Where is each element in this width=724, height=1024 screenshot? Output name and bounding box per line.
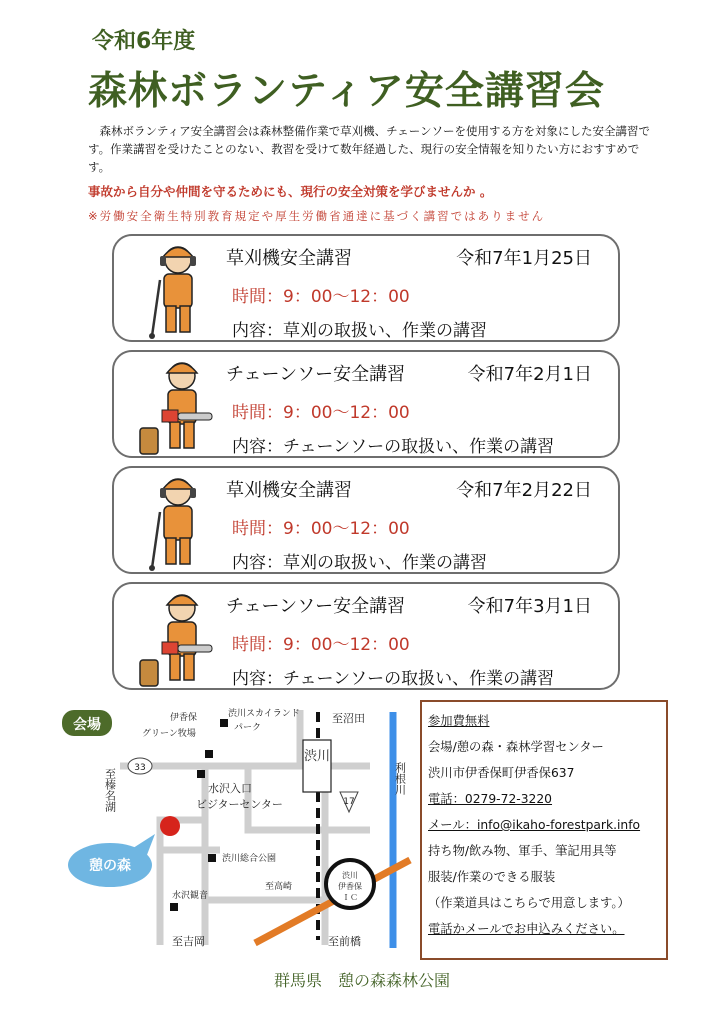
session-content: 内容：草刈の取扱い、作業の講習: [232, 553, 487, 573]
session-name: チェーンソー安全講習: [226, 364, 406, 385]
venue-text: 会場/憩の森・森林学習センター: [428, 740, 604, 754]
phone-text: 電話：0279-72-3220: [428, 792, 553, 806]
worker-chainsaw-icon: [138, 356, 218, 456]
map-label: ビジターセンター: [196, 798, 283, 811]
fee-text: 参加費無料: [428, 714, 490, 728]
disclaimer-note: ※労働安全衛生特別教育規定や厚生労働省通達に基づく講習ではありません: [88, 209, 546, 223]
session-card: [112, 350, 620, 458]
map-label: 水沢入口: [208, 782, 252, 795]
landmark-marker: [220, 719, 228, 727]
svg-text:伊香保: 伊香保: [338, 882, 362, 891]
session-card: [112, 582, 620, 690]
map-label: 渋川総合公園: [222, 854, 277, 864]
map-label: 至高崎: [265, 882, 293, 892]
shibukawa-box: [303, 740, 331, 792]
landmark-marker: [208, 854, 216, 862]
footer-org: 群馬県 憩の森森林公園: [273, 971, 450, 990]
session-time: 時間：9：00〜12：00: [232, 287, 410, 307]
svg-text:渋川: 渋川: [303, 749, 331, 764]
map-label: パーク: [234, 723, 262, 733]
session-content: 内容：草刈の取扱い、作業の講習: [232, 321, 487, 341]
map-label: 至前橋: [328, 935, 361, 948]
river-label: 利根川: [393, 762, 407, 795]
session-date: 令和7年3月1日: [467, 596, 592, 617]
address-text: 渋川市伊香保町伊香保637: [428, 766, 575, 780]
lead-text: 事故から自分や仲間を守るためにも、現行の安全対策を学びませんか 。: [88, 184, 493, 199]
session-date: 令和7年1月25日: [456, 248, 592, 269]
clothing-text: 服装/作業のできる服装: [428, 870, 556, 884]
page-title: 森林ボランティア安全講習会: [88, 69, 605, 114]
venue-location-marker: [160, 816, 180, 836]
session-time: 時間：9：00〜12：00: [232, 403, 410, 423]
route-17-sign: [340, 792, 358, 812]
session-date: 令和7年2月22日: [456, 480, 592, 501]
landmark-marker: [197, 770, 205, 778]
email-link[interactable]: メール：info@ikaho-forestpark.info: [428, 818, 641, 832]
svg-text:17: 17: [343, 797, 355, 807]
shibukawa-ikaho-ic: [326, 860, 374, 908]
apply-text: 電話かメールでお申込みください。: [428, 922, 625, 936]
worker-brushcutter-icon: [138, 240, 218, 340]
svg-text:渋川: 渋川: [342, 871, 358, 880]
session-card: [112, 466, 620, 574]
access-map: [60, 700, 420, 960]
map-label: 水沢観音: [172, 891, 209, 901]
landmark-marker: [205, 750, 213, 758]
year-label: 令和6年度: [92, 29, 196, 54]
info-box: [420, 700, 668, 960]
map-label: 至吉岡: [172, 935, 205, 948]
intro-text: 森林ボランティア安全講習会は森林整備作業で草刈機、チェーンソーを使用する方を対象にした安全講習です。作業講習を受けたことのない、教習を受けて数年経過した、現行の安全情報を知りたい方におすすめです。: [88, 124, 650, 174]
map-label: 渋川スカイランド: [228, 709, 300, 719]
session-time: 時間：9：00〜12：00: [232, 519, 410, 539]
map-label: グリーン牧場: [142, 729, 196, 739]
worker-chainsaw-icon: [138, 588, 218, 688]
session-name: 草刈機安全講習: [226, 248, 352, 269]
session-content: 内容：チェーンソーの取扱い、作業の講習: [232, 437, 555, 457]
svg-text:33: 33: [134, 763, 146, 773]
session-time: 時間：9：00〜12：00: [232, 635, 410, 655]
venue-badge: [62, 710, 112, 736]
svg-text:ＩＣ: ＩＣ: [342, 893, 358, 902]
session-name: 草刈機安全講習: [226, 480, 352, 501]
map-label: 至沼田: [332, 712, 365, 725]
svg-text:会場: 会場: [73, 717, 101, 733]
session-name: チェーンソー安全講習: [226, 596, 406, 617]
venue-name: 憩の森: [89, 858, 131, 874]
session-date: 令和7年2月1日: [467, 364, 592, 385]
landmark-marker: [170, 903, 178, 911]
map-label: 伊香保: [170, 713, 198, 723]
route-33-sign: [128, 758, 152, 774]
session-content: 内容：チェーンソーの取扱い、作業の講習: [232, 669, 555, 689]
session-card: [112, 234, 620, 342]
tools-text: （作業道具はこちらで用意します。）: [428, 896, 630, 910]
items-text: 持ち物/飲み物、軍手、筆記用具等: [428, 844, 617, 858]
road-network: [120, 710, 370, 945]
map-label-vertical: 至榛名湖: [103, 768, 117, 812]
worker-brushcutter-icon: [138, 472, 218, 572]
